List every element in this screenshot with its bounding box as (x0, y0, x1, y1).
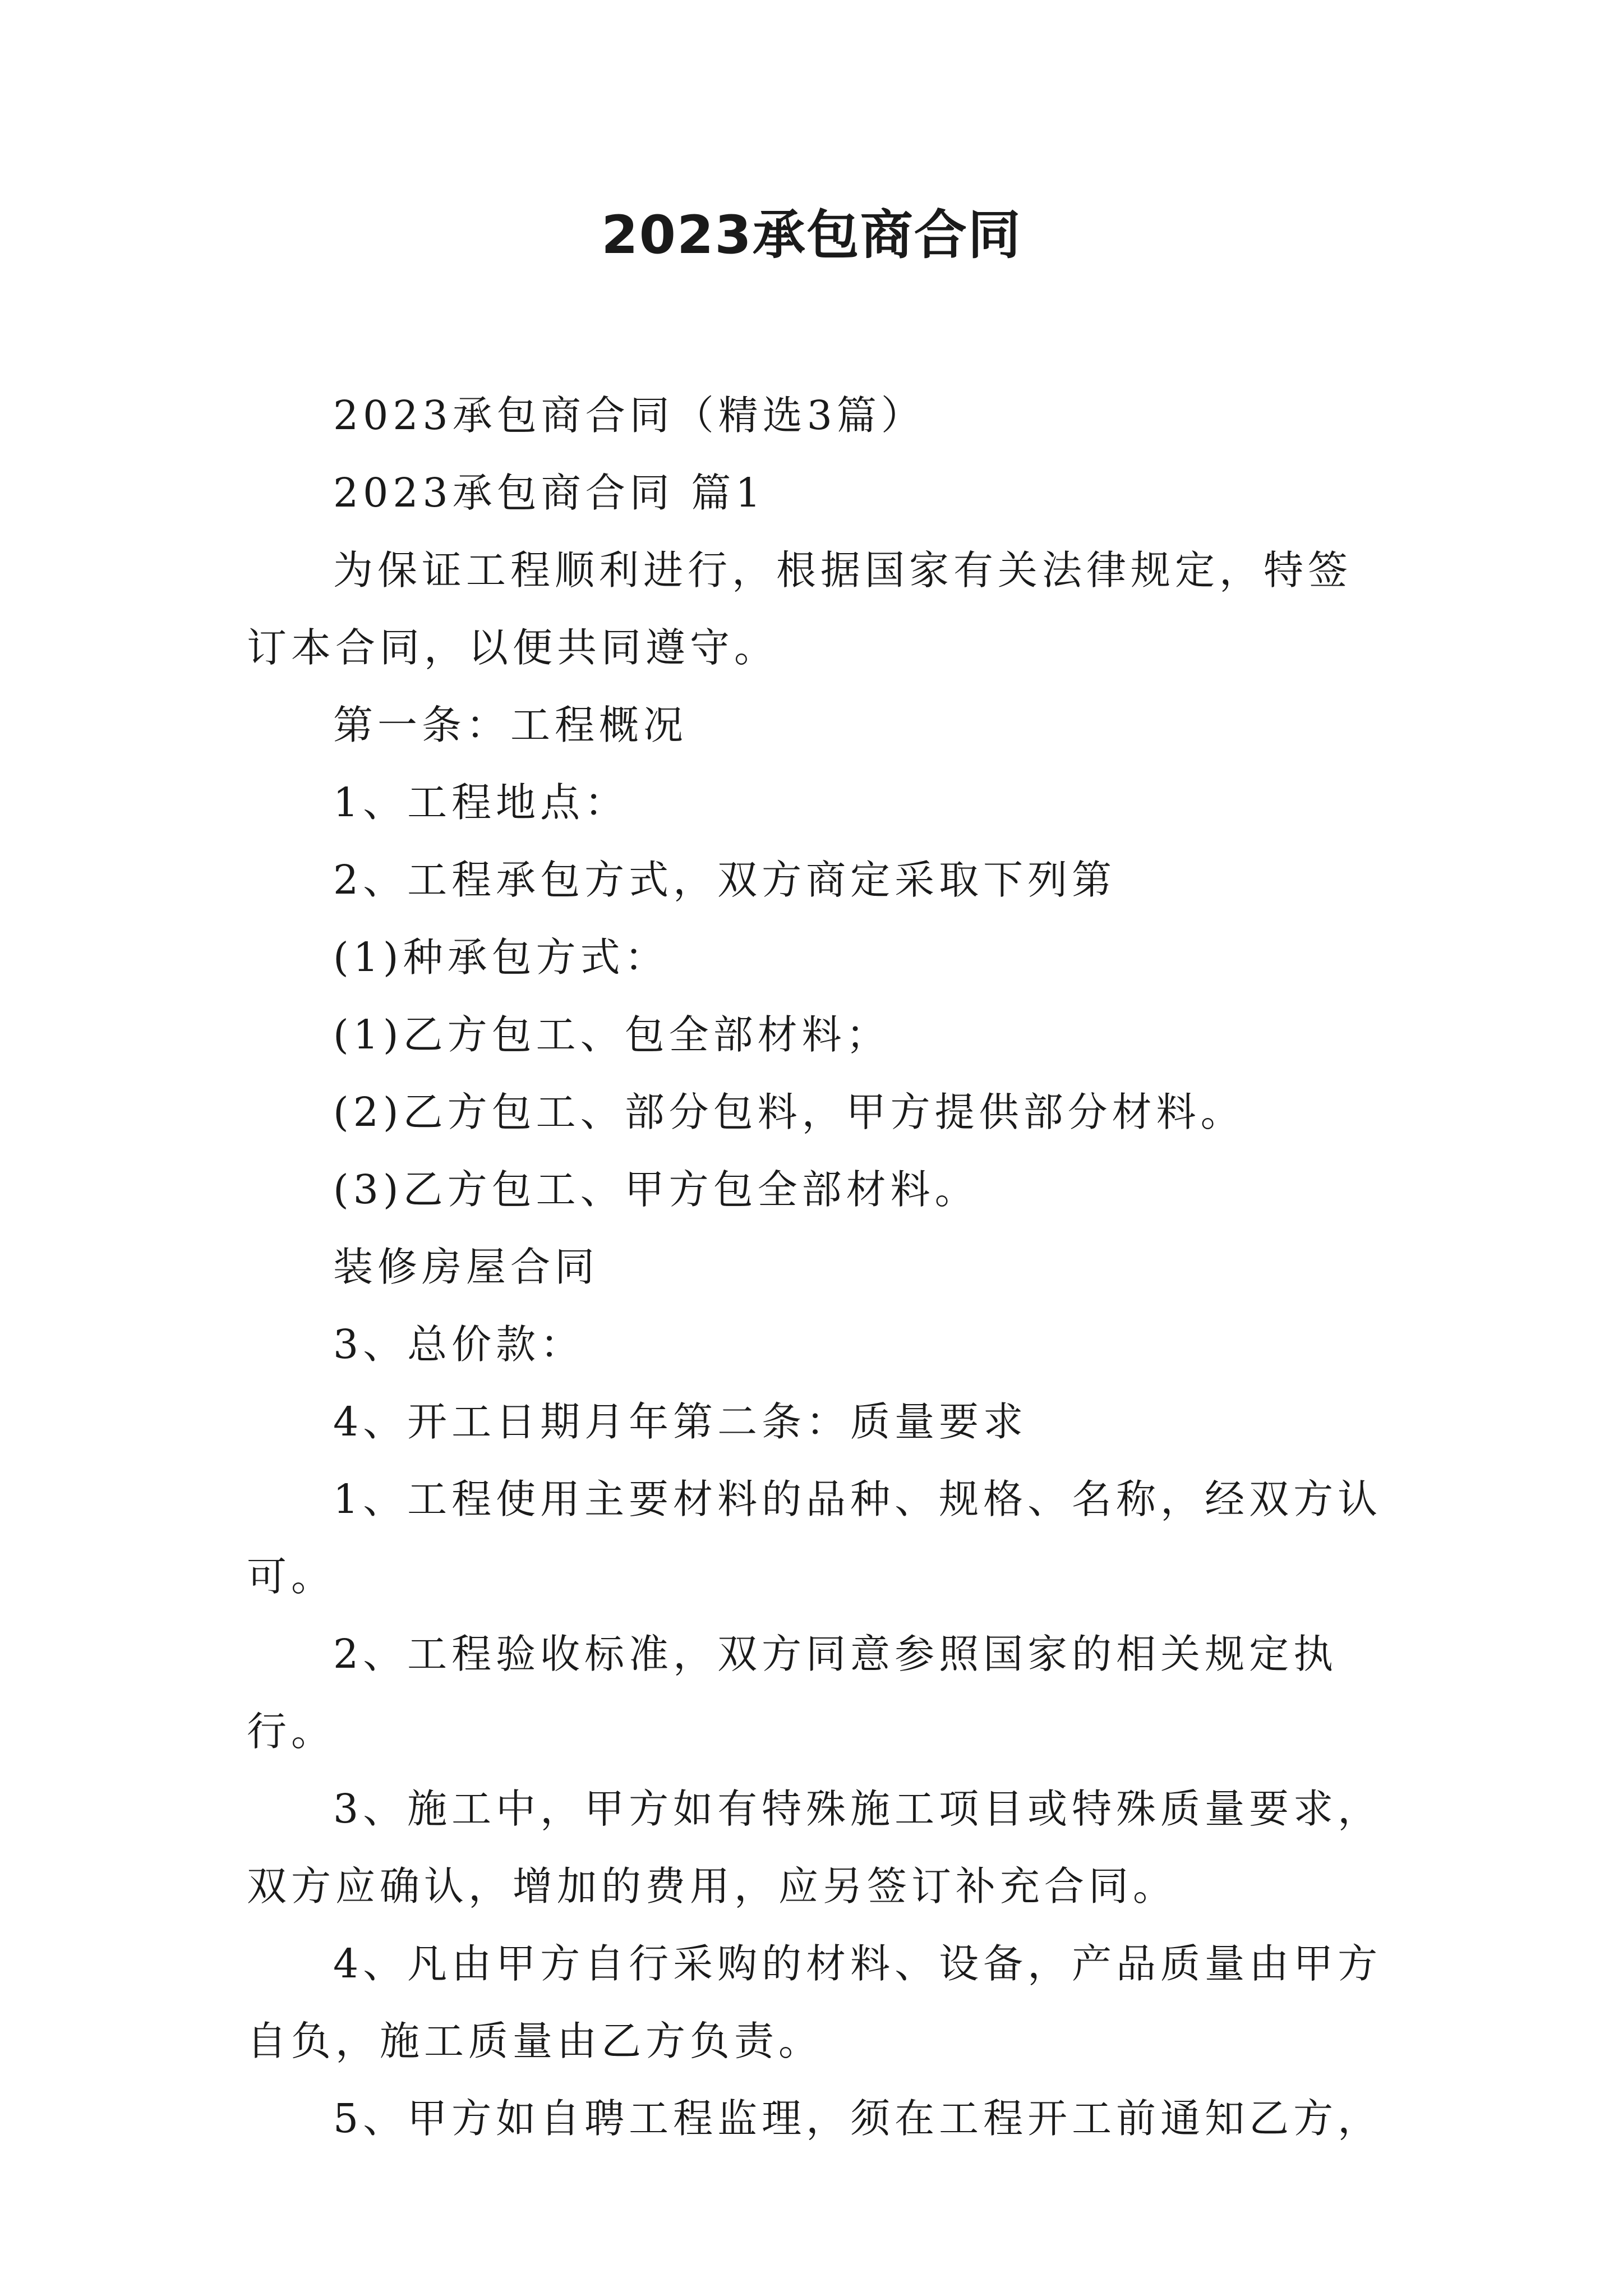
paragraph: 2、工程承包方式，双方商定采取下列第 (333, 857, 1117, 903)
paragraph: (1)种承包方式： (333, 934, 669, 981)
paragraph: 1、工程使用主要材料的品种、规格、名称，经双方认可。 (247, 1476, 1382, 1600)
paragraph: 4、开工日期月年第二条：质量要求 (333, 1398, 1028, 1445)
paragraph: 2023承包商合同 篇1 (333, 470, 766, 516)
paragraph: 5、甲方如自聘工程监理，须在工程开工前通知乙方， (333, 2095, 1382, 2142)
document-body (247, 377, 1391, 2157)
paragraph: (1)乙方包工、包全部材料； (333, 1011, 891, 1058)
paragraph: 3、施工中，甲方如有特殊施工项目或特殊质量要求，双方应确认，增加的费用，应另签订补充合同。 (247, 1786, 1382, 1910)
paragraph: 2023承包商合同（精选3篇） (333, 392, 925, 439)
paragraph: (2)乙方包工、部分包料，甲方提供部分材料。 (333, 1089, 1245, 1135)
document-title: 2023承包商合同 (601, 205, 1022, 266)
paragraph: 3、总价款： (333, 1321, 585, 1368)
paragraph: 1、工程地点： (333, 779, 629, 826)
paragraph: 装修房屋合同 (333, 1244, 600, 1290)
paragraph: 2、工程验收标准，双方同意参照国家的相关规定执行。 (247, 1631, 1338, 1755)
paragraph: 第一条：工程概况 (333, 702, 688, 748)
paragraph: (3)乙方包工、甲方包全部材料。 (333, 1166, 979, 1213)
paragraph: 为保证工程顺利进行，根据国家有关法律规定，特签订本合同，以便共同遵守。 (247, 547, 1353, 671)
paragraph: 4、凡由甲方自行采购的材料、设备，产品质量由甲方自负，施工质量由乙方负责。 (247, 1940, 1382, 2064)
